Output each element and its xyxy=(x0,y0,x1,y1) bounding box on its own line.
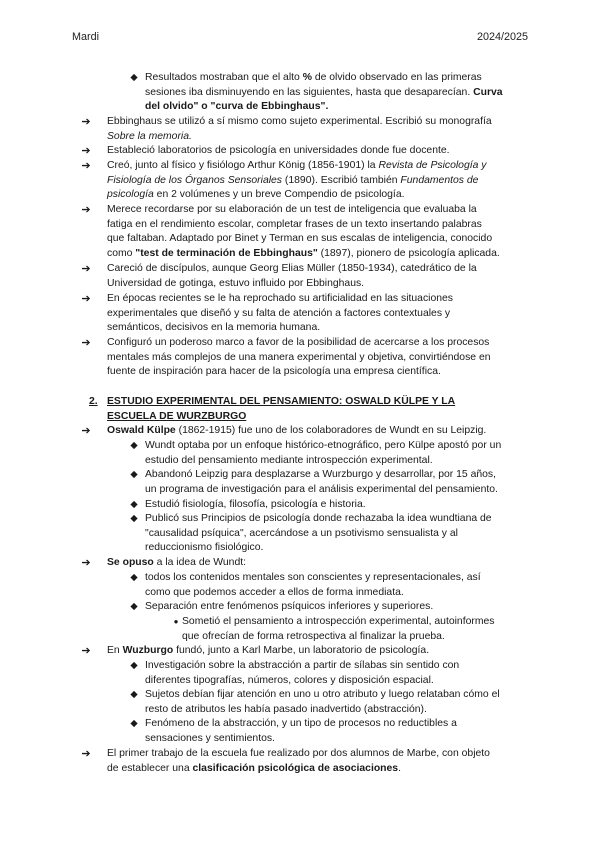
text-run: Estableció laboratorios de psicología en universidades donde fue docente. xyxy=(107,145,450,156)
text-run: un programa de investigación para el análisis experimental del pensamiento. xyxy=(145,483,498,495)
text-line xyxy=(145,571,481,585)
text-line xyxy=(182,615,494,629)
text-run: mentales más complejos de una manera experimental y objetiva, convirtiéndose en xyxy=(107,351,491,363)
bold-text: Curva xyxy=(473,86,503,98)
arrow-bullet-icon: ➔ xyxy=(81,204,91,216)
section-number: 2. xyxy=(89,396,98,407)
text-line xyxy=(145,512,492,526)
arrow-bullet-icon: ➔ xyxy=(81,557,91,569)
text-run: Configuró un poderoso marco a favor de la posibilidad de acercarse a los procesos xyxy=(107,337,490,348)
italic-text: Sobre la memoria. xyxy=(107,130,192,142)
bold-text: Wuzburgo xyxy=(122,645,174,656)
text-run: que faltaban. Adaptado por Binet y Terman en sus escalas de inteligencia, conocido xyxy=(107,233,493,245)
text-line xyxy=(107,159,486,173)
text-run: (1862-1915) fue uno de los colaboradores de Wundt en su Leipzig. xyxy=(175,425,487,436)
text-run: Resultados mostraban que el alto xyxy=(145,72,303,83)
text-line xyxy=(107,351,491,365)
arrow-bullet-icon: ➔ xyxy=(81,116,91,128)
text-line xyxy=(107,188,404,202)
arrow-bullet-icon: ➔ xyxy=(81,748,91,760)
arrow-bullet-icon: ➔ xyxy=(81,337,91,349)
text-run: Publicó sus Principios de psicología donde rechazaba la idea wundtiana de xyxy=(145,513,492,524)
text-line xyxy=(107,218,482,232)
text-line xyxy=(145,71,482,85)
text-line xyxy=(182,630,445,644)
text-line xyxy=(145,527,458,541)
text-line xyxy=(107,232,492,246)
text-run: en 2 volúmenes y un breve Compendio de psicología. xyxy=(153,189,405,201)
text-line xyxy=(145,717,457,731)
text-line xyxy=(145,100,328,114)
text-run: Fenómeno de la abstracción, y un tipo de procesos no reductibles a xyxy=(145,718,457,729)
text-line xyxy=(107,115,492,129)
text-run: (1890). Escribió también xyxy=(282,174,401,186)
bold-text: clasificación psicológica de asociaciones xyxy=(192,762,399,774)
text-line xyxy=(107,424,486,438)
text-run: Estudió fisiología, filosofía, psicología e historia. xyxy=(145,499,366,510)
arrow-bullet-icon: ➔ xyxy=(81,263,91,275)
diamond-bullet-icon: ◆ xyxy=(130,499,138,510)
diamond-bullet-icon: ◆ xyxy=(130,689,138,700)
italic-text: psicología xyxy=(107,189,154,201)
text-run: fundó, junto a Karl Marbe, un laboratorio de psicología. xyxy=(173,645,430,656)
text-line xyxy=(145,86,503,100)
heading-text: ESTUDIO EXPERIMENTAL DEL PENSAMIENTO: OSWALD KÜLPE Y LA xyxy=(107,396,456,407)
arrow-bullet-icon: ➔ xyxy=(81,145,91,157)
text-run: estudio del pensamiento mediante introspección experimental. xyxy=(145,454,433,466)
section-heading-line xyxy=(107,410,246,424)
diamond-bullet-icon: ◆ xyxy=(130,660,138,671)
text-line xyxy=(107,277,364,291)
text-line xyxy=(107,307,450,321)
italic-text: Fisiología de los Órganos Sensoriales xyxy=(107,174,283,186)
text-run: Creó, junto al físico y fisiólogo Arthur König (1856-1901) la xyxy=(107,160,379,171)
text-run: (1897), pionero de psicología aplicada. xyxy=(317,248,500,260)
text-run: diferentes tipografías, números, colores y disposición espacial. xyxy=(145,674,434,686)
text-line xyxy=(145,468,496,482)
italic-text: Revista de Psicología y xyxy=(378,160,487,171)
text-run: Merece recordarse por su elaboración de un test de inteligencia que evaluaba la xyxy=(107,204,477,215)
text-run: Wundt optaba por un enfoque histórico-etnográfico, pero Külpe apostó por un xyxy=(145,440,502,451)
text-line xyxy=(107,247,500,261)
text-line xyxy=(145,498,366,512)
bold-text: Oswald Külpe xyxy=(107,425,176,436)
text-line xyxy=(145,439,501,453)
text-line xyxy=(107,144,450,158)
text-line xyxy=(107,203,477,217)
text-run: Sometió el pensamiento a introspección experimental, autoinformes xyxy=(182,616,495,627)
text-line xyxy=(107,365,441,379)
text-line xyxy=(145,732,275,746)
diamond-bullet-icon: ◆ xyxy=(130,572,138,583)
text-line xyxy=(145,541,263,555)
diamond-bullet-icon: ◆ xyxy=(130,440,138,451)
text-line xyxy=(145,483,498,497)
arrow-bullet-icon: ➔ xyxy=(81,425,91,437)
text-run: de establecer una xyxy=(107,762,193,774)
text-line xyxy=(107,747,490,761)
header-right: 2024/2025 xyxy=(476,31,528,43)
text-run: Separación entre fenómenos psíquicos inferiores y superiores. xyxy=(145,601,434,612)
text-run: Careció de discípulos, aunque Georg Elias Müller (1850-1934), catedrático de la xyxy=(107,263,477,274)
text-run: . xyxy=(398,762,401,774)
arrow-bullet-icon: ➔ xyxy=(81,160,91,172)
text-line xyxy=(107,130,192,144)
bold-text: del olvido" o "curva de Ebbinghaus". xyxy=(145,101,329,113)
arrow-bullet-icon: ➔ xyxy=(81,645,91,657)
text-line xyxy=(107,174,478,188)
text-line xyxy=(107,336,489,350)
text-run: Investigación sobre la abstracción a partir de sílabas sin sentido con xyxy=(145,660,460,671)
text-line xyxy=(107,262,477,276)
text-run: que ofrecían de forma retrospectiva al finalizar la prueba. xyxy=(182,630,445,642)
text-run: El primer trabajo de la escuela fue realizado por dos alumnos de Marbe, con objeto xyxy=(107,748,490,759)
text-run: En épocas recientes se le ha reprochado su artificialidad en las situaciones xyxy=(107,293,453,304)
text-run: fuente de inspiración para hacer de la psicología una empresa científica. xyxy=(107,366,441,378)
text-line xyxy=(145,454,433,468)
diamond-bullet-icon: ◆ xyxy=(130,72,138,83)
text-run: como que podemos acceder a ellos de forma inmediata. xyxy=(145,586,404,598)
text-run: fatiga en el rendimiento escolar, completar frases de un texto insertando palabras xyxy=(107,218,482,230)
diamond-bullet-icon: ◆ xyxy=(130,601,138,612)
text-run: Sujetos debían fijar atención en uno u otro atributo y luego relataban cómo el xyxy=(145,689,500,700)
text-line xyxy=(145,659,459,673)
text-run: semánticos, decisivos en la memoria humana. xyxy=(107,322,321,334)
text-run: Ebbinghaus se utilizó a sí mismo como sujeto experimental. Escribió su monografía xyxy=(107,116,492,127)
text-line xyxy=(145,586,404,600)
text-run: sesiones iba disminuyendo en las siguientes, hasta que desaparecían. xyxy=(145,86,474,98)
text-line xyxy=(145,674,434,688)
text-line xyxy=(107,321,320,335)
text-run: todos los contenidos mentales son conscientes y representacionales, así xyxy=(145,572,481,583)
text-run: resto de atributos les había pasado inadvertido (abstracción). xyxy=(145,703,427,715)
diamond-bullet-icon: ◆ xyxy=(130,718,138,729)
text-line xyxy=(107,556,246,570)
text-run: experimentales que diseñó y su falta de atención a factores contextuales y xyxy=(107,307,451,319)
text-line xyxy=(145,688,500,702)
heading-text: ESCUELA DE WURZBURGO xyxy=(107,410,247,422)
text-run: Abandonó Leipzig para desplazarse a Wurzburgo y desarrollar, por 15 años, xyxy=(145,469,496,480)
arrow-bullet-icon: ➔ xyxy=(81,293,91,305)
text-run: a la idea de Wundt: xyxy=(153,557,246,568)
text-run: como xyxy=(107,248,136,260)
bold-text: % xyxy=(302,72,312,83)
text-run: "causalidad psíquica", acercándose a un psotivismo sensualista y al xyxy=(145,527,458,539)
text-line xyxy=(145,703,427,717)
text-line xyxy=(107,762,401,776)
text-run: En xyxy=(107,645,123,656)
diamond-bullet-icon: ◆ xyxy=(130,513,138,524)
section-heading-line xyxy=(107,395,455,409)
text-run: reduccionismo fisiológico. xyxy=(145,542,264,554)
text-line xyxy=(107,292,453,306)
header-left: Mardi xyxy=(72,31,99,43)
text-run: Universidad de gotinga, estuvo influido por Ebbinghaus. xyxy=(107,277,365,289)
text-run: de olvido observado en las primeras xyxy=(311,72,482,83)
dot-bullet-icon: ● xyxy=(173,617,179,626)
italic-text: Fundamentos de xyxy=(400,174,479,186)
text-line xyxy=(107,644,429,658)
text-run: sensaciones y sentimientos. xyxy=(145,732,275,744)
diamond-bullet-icon: ◆ xyxy=(130,469,138,480)
bold-text: Se opuso xyxy=(107,557,154,568)
bold-text: "test de terminación de Ebbinghaus" xyxy=(135,248,318,260)
text-line xyxy=(145,600,433,614)
